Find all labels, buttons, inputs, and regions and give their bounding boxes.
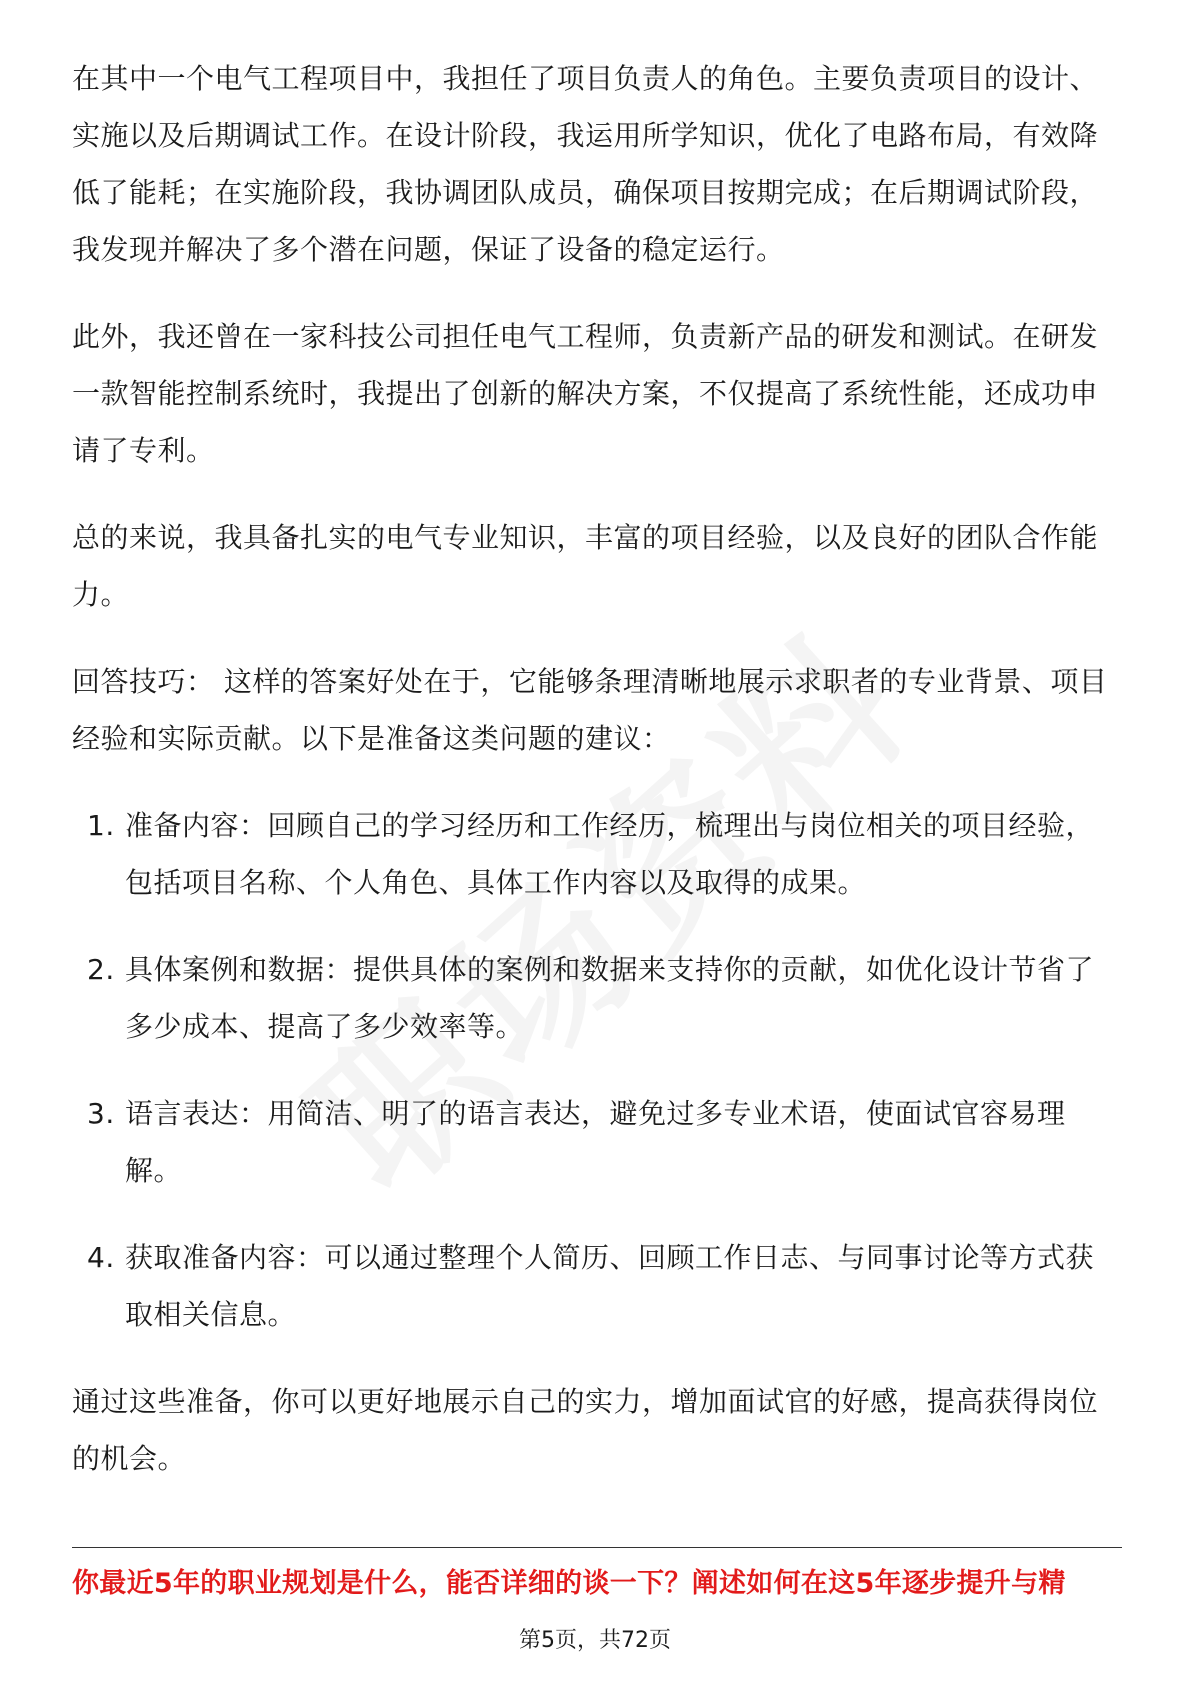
- list-item-text: 准备内容：回顾自己的学习经历和工作经历，梳理出与岗位相关的项目经验，包括项目名称、个人角色、具体工作内容以及取得的成果。: [125, 809, 1095, 899]
- list-item-number: 4.: [87, 1241, 115, 1274]
- page-footer: 第5页，共72页: [519, 1628, 671, 1653]
- list-item-number: 1.: [87, 809, 115, 842]
- list-item-number: 2.: [87, 953, 115, 986]
- tips-list: [72, 797, 1122, 1343]
- paragraph-company-experience: 此外，我还曾在一家科技公司担任电气工程师，负责新产品的研发和测试。在研发一款智能控制系统时，我提出了创新的解决方案，不仅提高了系统性能，还成功申请了专利。: [72, 320, 1099, 467]
- paragraph-answer-tips-intro: 回答技巧： 这样的答案好处在于，它能够条理清晰地展示求职者的专业背景、项目经验和实际贡献。以下是准备这类问题的建议：: [72, 665, 1108, 755]
- paragraph-project-experience: 在其中一个电气工程项目中，我担任了项目负责人的角色。主要负责项目的设计、实施以及后期调试工作。在设计阶段，我运用所学知识，优化了电路布局，有效降低了能耗；在实施阶段，我协调团队成员，确保项目按期完成；在后期调试阶段，我发现并解决了多个潜在问题，保证了设备的稳定运行。: [72, 62, 1099, 266]
- list-item: [72, 941, 1122, 1055]
- list-item: [72, 1085, 1122, 1199]
- paragraph-closing: 通过这些准备，你可以更好地展示自己的实力，增加面试官的好感，提高获得岗位的机会。: [72, 1385, 1099, 1475]
- paragraph-summary: 总的来说，我具备扎实的电气专业知识，丰富的项目经验，以及良好的团队合作能力。: [72, 521, 1099, 611]
- list-item: [72, 797, 1122, 911]
- next-question-heading: 你最近5年的职业规划是什么，能否详细的谈一下？阐述如何在这5年逐步提升与精: [72, 1568, 1066, 1599]
- list-item-text: 语言表达：用简洁、明了的语言表达，避免过多专业术语，使面试官容易理解。: [125, 1097, 1066, 1187]
- section-divider: [72, 1547, 1122, 1548]
- list-item-number: 3.: [87, 1097, 115, 1130]
- list-item: [72, 1229, 1122, 1343]
- list-item-text: 获取准备内容：可以通过整理个人简历、回顾工作日志、与同事讨论等方式获取相关信息。: [125, 1241, 1095, 1331]
- document-body: [72, 50, 1122, 1517]
- list-item-text: 具体案例和数据：提供具体的案例和数据来支持你的贡献，如优化设计节省了多少成本、提高了多少效率等。: [125, 953, 1095, 1043]
